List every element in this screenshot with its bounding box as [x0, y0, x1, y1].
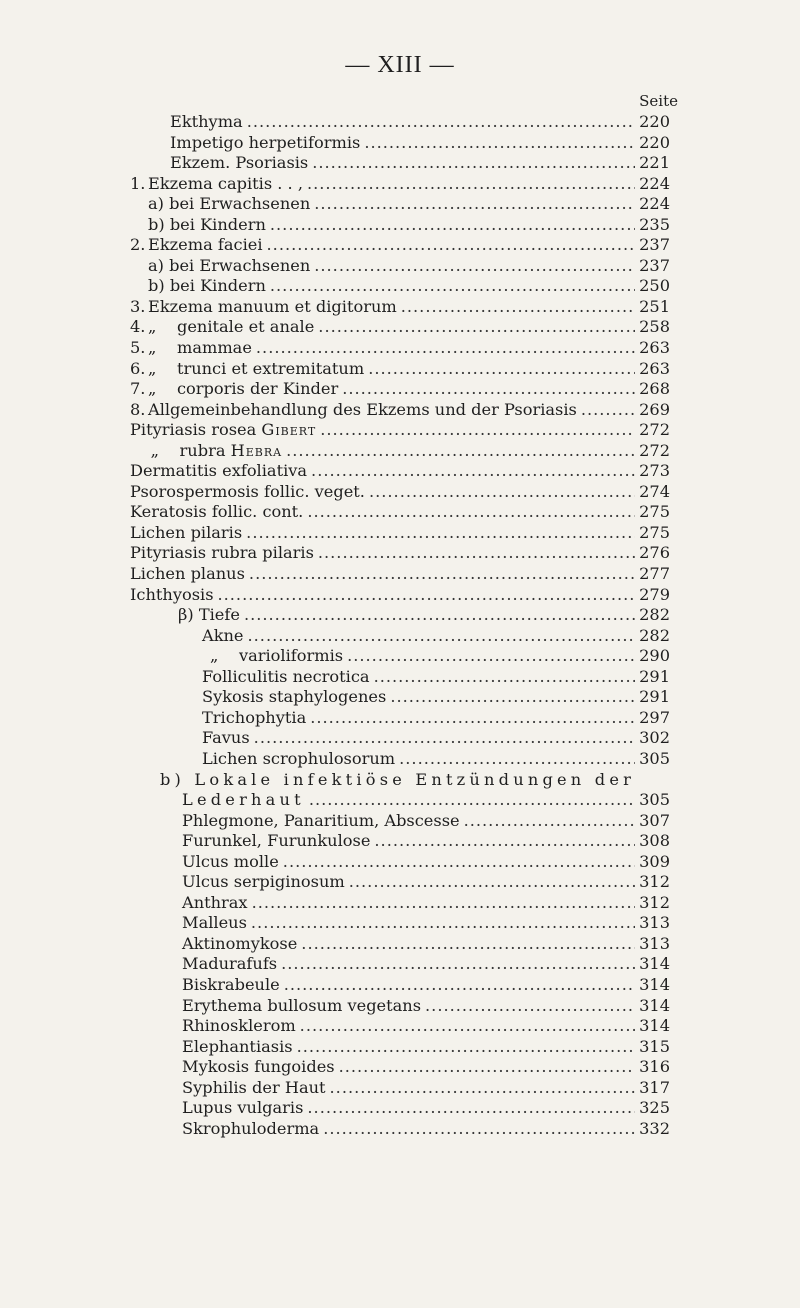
dot-leader — [247, 112, 635, 133]
dot-leader — [270, 276, 635, 297]
toc-page-number: 325 — [639, 1098, 670, 1118]
toc-row — [0, 954, 800, 975]
dot-leader — [284, 975, 635, 996]
toc-entry-title: Pityriasis rubra pilaris — [130, 543, 314, 563]
toc-page-number: 272 — [639, 420, 670, 440]
toc-entry — [130, 461, 670, 482]
toc-entry-title: β) Tiefe — [178, 605, 240, 625]
dot-leader — [307, 1098, 635, 1119]
toc-entry-title: Sykosis staphylogenes — [202, 687, 387, 707]
toc-entry-number: 2. — [130, 235, 146, 255]
toc-entry-author: Hebra — [230, 440, 283, 460]
toc-entry — [182, 954, 670, 975]
toc-entry-number: 4. — [130, 317, 146, 337]
toc-entry — [182, 790, 670, 811]
toc-entry-title: „ rubra — [130, 440, 231, 460]
toc-entry-title: Biskrabeule — [182, 974, 280, 994]
toc-row — [0, 872, 800, 893]
toc-row — [0, 482, 800, 503]
toc-entry — [148, 276, 670, 297]
dot-leader — [368, 359, 635, 380]
toc-row — [0, 133, 800, 154]
toc-page-number: 224 — [639, 194, 670, 214]
dot-leader — [270, 215, 635, 236]
dot-leader — [581, 400, 635, 421]
toc-page-number: 305 — [639, 748, 670, 768]
toc-page-number: 315 — [639, 1036, 670, 1056]
toc-row — [0, 359, 800, 380]
toc-entry — [202, 626, 670, 647]
toc-page-number: 316 — [639, 1057, 670, 1077]
dot-leader — [314, 256, 635, 277]
toc-row — [0, 112, 800, 133]
toc-page-number: 237 — [639, 255, 670, 275]
toc-entry-title: Ekthyma — [170, 112, 243, 131]
toc-page-number: 312 — [639, 892, 670, 912]
toc-entry-title: b) bei Kindern — [148, 276, 266, 296]
toc-entry-number: 3. — [130, 296, 146, 316]
toc-entry-title: b) Lokale infektiöse Entzündungen der — [160, 769, 636, 789]
toc-entry — [182, 852, 670, 873]
toc-page-number: 235 — [639, 214, 670, 234]
toc-entry-title: Ekzema faciei — [148, 235, 263, 255]
toc-entry — [130, 441, 670, 462]
toc-entry-title: Mykosis fungoides — [182, 1057, 335, 1077]
toc-row — [0, 235, 800, 256]
toc-row — [0, 461, 800, 482]
dot-leader — [314, 194, 635, 215]
toc-entry-title: „ genitale et anale — [148, 317, 315, 337]
toc-entry-title: Anthrax — [182, 892, 248, 912]
toc-row — [0, 831, 800, 852]
toc-page-number: 291 — [639, 666, 670, 686]
dot-leader — [283, 852, 635, 873]
toc-page-number: 317 — [639, 1077, 670, 1097]
toc-page-number: 275 — [639, 522, 670, 542]
toc-entry-title: Skrophuloderma — [182, 1118, 320, 1138]
dot-leader — [374, 831, 635, 852]
toc-page-number: 276 — [639, 543, 670, 563]
toc-row — [0, 194, 800, 215]
dot-leader — [249, 564, 635, 585]
dot-leader — [323, 1119, 635, 1140]
dot-leader — [401, 297, 635, 318]
toc-entry-title: „ trunci et extremitatum — [148, 358, 365, 378]
toc-row — [0, 667, 800, 688]
toc-row — [0, 913, 800, 934]
toc-entry — [202, 687, 670, 708]
toc-entry-title: Folliculitis necrotica — [202, 666, 370, 686]
toc-page-number: 250 — [639, 276, 670, 296]
page-column-label: Seite — [639, 92, 678, 110]
toc-row — [0, 585, 800, 606]
toc-entry — [148, 215, 670, 236]
toc-page-number: 237 — [639, 235, 670, 255]
toc-row — [0, 790, 800, 811]
toc-entry — [178, 605, 670, 626]
toc-page-number: 282 — [639, 605, 670, 625]
toc-row — [0, 626, 800, 647]
toc-row — [0, 276, 800, 297]
dot-leader — [218, 585, 636, 606]
page-numeral: — XIII — — [345, 52, 455, 78]
toc-page-number: 309 — [639, 851, 670, 871]
toc-entry-title: Erythema bullosum vegetans — [182, 995, 422, 1015]
toc-entry — [148, 359, 670, 380]
toc-entry — [148, 256, 670, 277]
toc-page-number: 224 — [639, 173, 670, 193]
toc-row — [0, 338, 800, 359]
toc-page-number: 274 — [639, 481, 670, 501]
toc-entry — [130, 523, 670, 544]
dot-leader — [248, 626, 636, 647]
toc-entry — [182, 996, 670, 1017]
toc-row — [0, 1057, 800, 1078]
toc-entry — [182, 1057, 670, 1078]
dot-leader — [310, 708, 635, 729]
dot-leader — [399, 749, 635, 770]
toc-entry — [170, 153, 670, 174]
toc-row — [0, 728, 800, 749]
toc-entry — [182, 934, 670, 955]
dot-leader — [307, 502, 635, 523]
toc-page-number: 313 — [639, 913, 670, 933]
toc-row — [0, 1098, 800, 1119]
toc-entry — [202, 749, 670, 770]
dot-leader — [364, 133, 635, 154]
toc-entry-number: 1. — [130, 173, 146, 193]
dot-leader — [342, 379, 635, 400]
dot-leader — [349, 872, 635, 893]
dot-leader — [464, 811, 636, 832]
toc-row — [0, 893, 800, 914]
toc-entry — [182, 1016, 670, 1037]
toc-entry — [160, 770, 670, 791]
toc-entry-title: Trichophytia — [202, 707, 307, 727]
toc-entry — [148, 400, 670, 421]
toc-row — [0, 215, 800, 236]
toc-entry — [170, 133, 670, 154]
dot-leader — [347, 646, 635, 667]
toc-entry-title: Ekzem. Psoriasis — [170, 153, 309, 173]
toc-page-number: 258 — [639, 317, 670, 337]
toc-page-number: 302 — [639, 728, 670, 748]
toc-page-number: 279 — [639, 584, 670, 604]
toc-entry — [182, 1037, 670, 1058]
toc-row — [0, 523, 800, 544]
dot-leader — [312, 153, 635, 174]
toc-entry — [130, 482, 670, 503]
toc-page-number: 312 — [639, 872, 670, 892]
toc-row — [0, 564, 800, 585]
toc-page-number: 268 — [639, 379, 670, 399]
toc-entry — [130, 564, 670, 585]
toc-row — [0, 996, 800, 1017]
toc-entry — [148, 194, 670, 215]
toc-entry-number: 6. — [130, 358, 146, 378]
toc-entry-title: Ichthyosis — [130, 584, 214, 604]
dot-leader — [318, 543, 635, 564]
dot-leader — [425, 996, 635, 1017]
toc-entry — [202, 708, 670, 729]
toc-page-number: 308 — [639, 831, 670, 851]
dot-leader — [320, 420, 635, 441]
dot-leader — [252, 893, 636, 914]
toc-entry-title: Elephantiasis — [182, 1036, 293, 1056]
toc-entry-title: Keratosis follic. cont. — [130, 502, 304, 522]
dot-leader — [286, 441, 635, 462]
toc-row — [0, 379, 800, 400]
toc-row — [0, 975, 800, 996]
toc-row — [0, 400, 800, 421]
toc-entry-title: Rhinosklerom — [182, 1016, 296, 1036]
toc-page-number: 220 — [639, 132, 670, 152]
toc-page-number: 273 — [639, 461, 670, 481]
toc-page-number: 269 — [639, 399, 670, 419]
toc-page-number: 263 — [639, 358, 670, 378]
toc-page-number: 221 — [639, 153, 670, 173]
toc-entry — [130, 420, 670, 441]
toc-row — [0, 153, 800, 174]
toc-entry-title: Malleus — [182, 913, 247, 933]
toc-entry-title: Phlegmone, Panaritium, Abscesse — [182, 810, 460, 830]
toc-entry-title: a) bei Erwachsenen — [148, 255, 311, 275]
dot-leader — [374, 667, 636, 688]
toc-entry-title: Ulcus serpiginosum — [182, 872, 345, 892]
toc-entry-title: Lederhaut — [182, 790, 305, 810]
toc-entry — [130, 585, 670, 606]
toc-entry — [210, 646, 670, 667]
toc-entry — [202, 728, 670, 749]
toc-entry-title: Syphilis der Haut — [182, 1077, 326, 1097]
dot-leader — [297, 1037, 636, 1058]
toc-page-number: 291 — [639, 687, 670, 707]
toc-entry-title: „ varioliformis — [210, 646, 344, 666]
toc-entry-title: Dermatitis exfoliativa — [130, 461, 308, 481]
toc-entry — [148, 317, 670, 338]
toc-page-number: 314 — [639, 974, 670, 994]
toc-entry-title: a) bei Erwachsenen — [148, 194, 311, 214]
toc-entry-title: Ekzema capitis . . , — [148, 173, 303, 193]
toc-page-number: 314 — [639, 995, 670, 1015]
toc-entry — [182, 811, 670, 832]
toc-entry-title: Lupus vulgaris — [182, 1098, 304, 1118]
toc-entry — [182, 975, 670, 996]
toc-page-number: 282 — [639, 625, 670, 645]
toc-entry-title: Psorospermosis follic. veget. — [130, 481, 365, 501]
dot-leader — [339, 1057, 636, 1078]
toc-entry-title: Favus — [202, 728, 250, 748]
toc-row — [0, 420, 800, 441]
toc-entry — [148, 338, 670, 359]
toc-row — [0, 1016, 800, 1037]
toc-entry — [182, 831, 670, 852]
toc-entry-title: Allgemeinbehandlung des Ekzems und der Psoriasis — [148, 399, 577, 419]
toc-page-number: 272 — [639, 440, 670, 460]
toc-row — [0, 297, 800, 318]
toc-page-number: 220 — [639, 112, 670, 131]
toc-entry — [182, 893, 670, 914]
dot-leader — [251, 913, 635, 934]
dot-leader — [300, 1016, 635, 1037]
toc-entry — [148, 379, 670, 400]
toc-page-number: 313 — [639, 933, 670, 953]
toc-row — [0, 174, 800, 195]
toc-entry-title: Madurafufs — [182, 954, 278, 974]
toc-entry-number: 7. — [130, 379, 146, 399]
dot-leader — [254, 728, 635, 749]
toc-entry — [130, 502, 670, 523]
toc-entry-title: Lichen planus — [130, 564, 245, 584]
toc-row — [0, 502, 800, 523]
toc-row — [0, 1037, 800, 1058]
toc-entry — [182, 1119, 670, 1140]
toc-entry-title: Lichen scrophulosorum — [202, 748, 396, 768]
toc-page-number: 275 — [639, 502, 670, 522]
toc-row — [0, 770, 800, 791]
dot-leader — [307, 174, 635, 195]
toc-row — [0, 749, 800, 770]
toc-entry-title: Akne — [202, 625, 244, 645]
dot-leader — [281, 954, 635, 975]
toc-entry — [182, 872, 670, 893]
toc-row — [0, 317, 800, 338]
toc-page-number: 290 — [639, 646, 670, 666]
toc-entry-title: Ulcus molle — [182, 851, 279, 871]
toc-page-number: 332 — [639, 1118, 670, 1138]
toc-entry-title: Ekzema manuum et digitorum — [148, 296, 397, 316]
toc-row — [0, 934, 800, 955]
toc-row — [0, 811, 800, 832]
dot-leader — [256, 338, 635, 359]
toc-row — [0, 543, 800, 564]
dot-leader — [369, 482, 635, 503]
toc-row — [0, 708, 800, 729]
toc-entry — [182, 913, 670, 934]
dot-leader — [311, 461, 635, 482]
toc-entry-title: Aktinomykose — [182, 933, 298, 953]
toc-page-number: 277 — [639, 564, 670, 584]
dot-leader — [318, 317, 635, 338]
toc-row — [0, 687, 800, 708]
toc-entry — [148, 174, 670, 195]
toc-entry-title: „ corporis der Kinder — [148, 379, 339, 399]
toc-entry — [182, 1098, 670, 1119]
toc-entry-number: 8. — [130, 399, 146, 419]
toc-entry-title: „ mammae — [148, 338, 252, 358]
toc-entry — [170, 112, 670, 133]
toc-page-number: 305 — [639, 790, 670, 810]
toc-entry — [148, 297, 670, 318]
toc-page-number: 307 — [639, 810, 670, 830]
toc-entry-title: Furunkel, Furunkulose — [182, 831, 371, 851]
dot-leader — [246, 523, 635, 544]
toc-entry — [148, 235, 670, 256]
toc-page-number: 314 — [639, 954, 670, 974]
toc-page-number: 314 — [639, 1016, 670, 1036]
toc-entry-title: Pityriasis rosea — [130, 420, 262, 440]
toc-entry-title: b) bei Kindern — [148, 214, 266, 234]
toc-row — [0, 646, 800, 667]
dot-leader — [330, 1078, 636, 1099]
toc-row — [0, 1119, 800, 1140]
toc-row — [0, 441, 800, 462]
toc-page-number: 251 — [639, 296, 670, 316]
dot-leader — [301, 934, 635, 955]
toc-entry — [130, 543, 670, 564]
toc-page-number: 263 — [639, 338, 670, 358]
toc-entry — [202, 667, 670, 688]
toc-entry-number: 5. — [130, 338, 146, 358]
toc-entry — [182, 1078, 670, 1099]
toc-row — [0, 1078, 800, 1099]
toc-entry-author: Gibert — [261, 420, 317, 440]
toc-row — [0, 256, 800, 277]
toc-entry-title: Lichen pilaris — [130, 522, 243, 542]
table-of-contents — [0, 112, 800, 1139]
dot-leader — [267, 235, 636, 256]
toc-page-number: 297 — [639, 707, 670, 727]
toc-row — [0, 852, 800, 873]
toc-entry-title: Impetigo herpetiformis — [170, 132, 361, 152]
dot-leader — [390, 687, 635, 708]
dot-leader — [309, 790, 635, 811]
toc-row — [0, 605, 800, 626]
dot-leader — [244, 605, 635, 626]
